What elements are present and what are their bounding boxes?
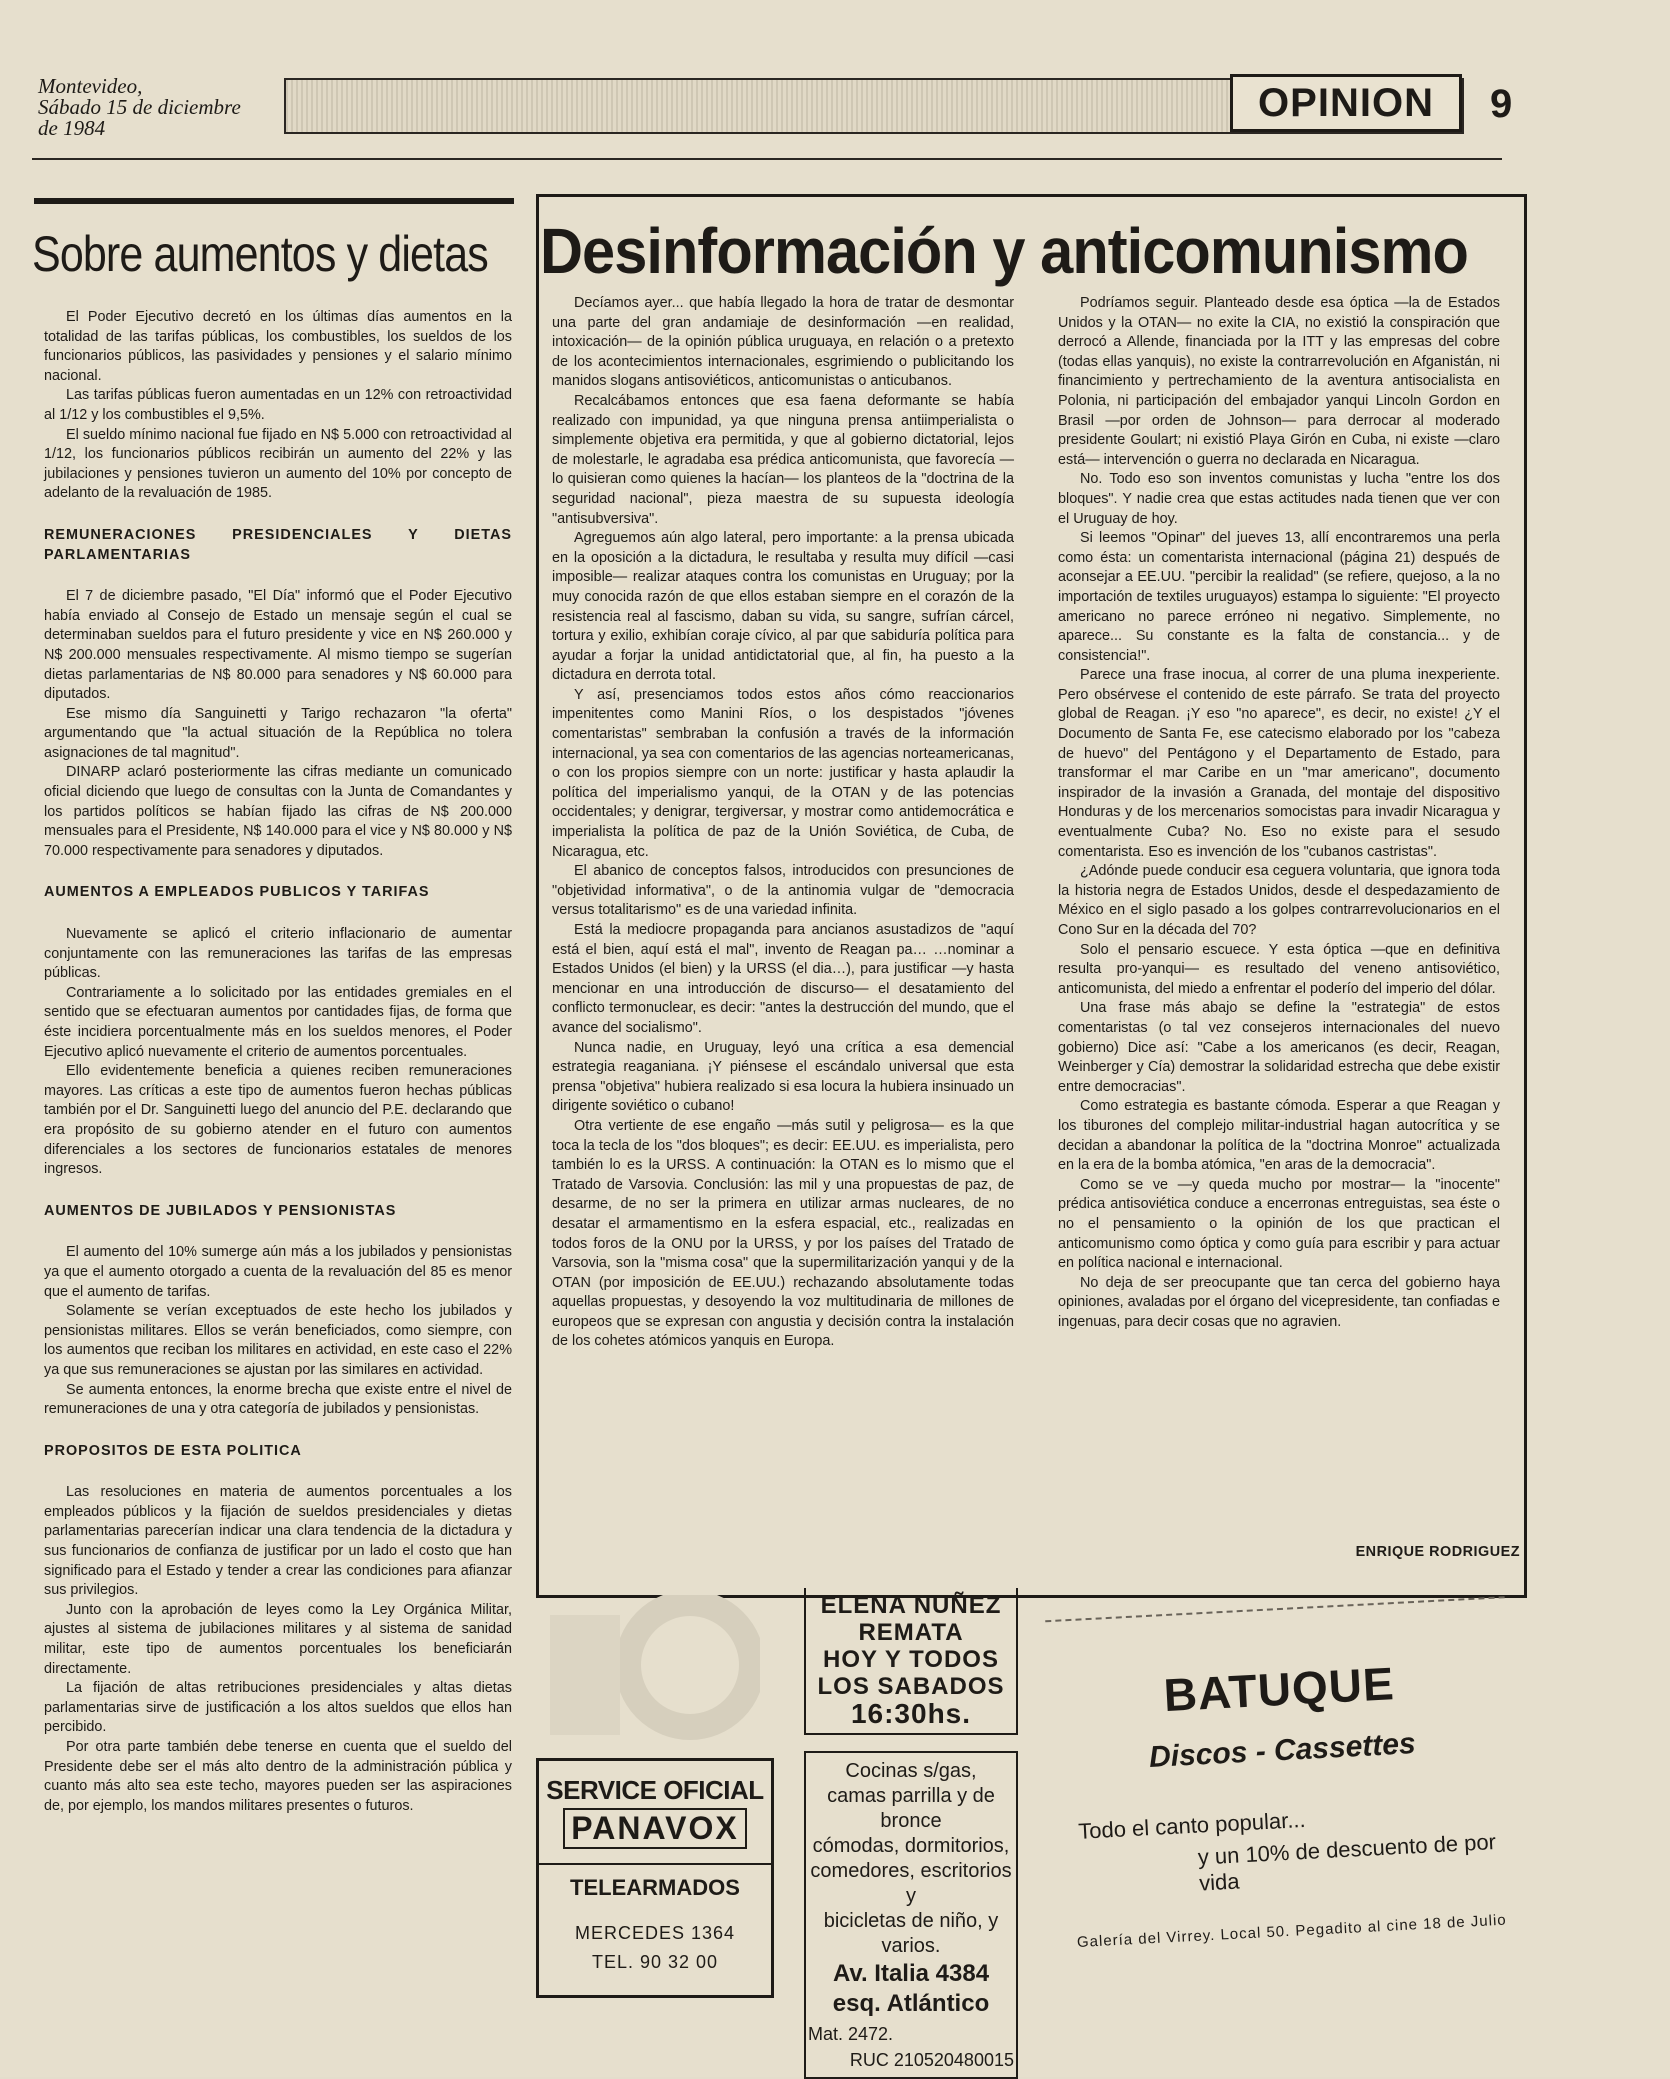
paragraph: Está la mediocre propaganda para ancianos asustadizos de "aquí está el bien, aquí está el mal", invento de Reagan pa… …nominar a Estados Unidos (el bien) y la URSS (el dia…), para justificar —y hasta mencionar en una introducción de discurso— el desatamiento del conflicto termonuclear, es decir: "antes la destrucción del mundo, que el avance del socialismo".: [552, 922, 1014, 1036]
ad-brand-logo: PANAVOX: [563, 1808, 747, 1849]
left-article-body: [44, 308, 512, 1816]
section-label: OPINION: [1230, 74, 1462, 132]
paragraph: Recalcábamos entonces que esa faena deformante se había realizado con impunidad, ya que ninguna prensa antiimperialista o simplemente objetiva era permitida, y que al gobierno dictatorial, lejos de molestarle, le agradaba esa prédica anticomunista, que favorecía —lo quisieran como quienes la hacían— los planteos de la "doctrina de la seguridad nacional", pieza maestra de su supuesta ideología "antisubversiva".: [552, 392, 1014, 527]
paragraph: Las tarifas públicas fueron aumentadas en un 12% con retroactividad al 1/12 y los combustibles el 9,5%.: [44, 387, 512, 423]
ad-batuque-subtitle: Discos - Cassettes: [1148, 1727, 1417, 1775]
paragraph: El sueldo mínimo nacional fue fijado en N$ 5.000 con retroactividad al 1/12, los funcionarios públicos recibirán un aumento del 22% y las jubilaciones y pensiones tuvieron un aumento del 10% por concepto de adelanto de la revaluación de 1985.: [44, 426, 512, 502]
paragraph: Nuevamente se aplicó el criterio inflacionario de aumentar conjuntamente con las remuneraciones las tarifas de las empresas públicas.: [44, 926, 512, 982]
ad-phone: TEL. 90 32 00: [591, 1952, 719, 1972]
paragraph: El Poder Ejecutivo decretó en los últimas días aumentos en la totalidad de las tarifas públicas, los combustibles, los sueldos de los funcionarios públicos, las pasividades y pensiones y el salario mínimo nacional.: [44, 309, 512, 384]
subheading: PROPOSITOS DE ESTA POLITICA: [44, 1442, 302, 1459]
paragraph: Como estrategia es bastante cómoda. Esperar a que Reagan y los tiburones del complejo militar-industrial hagan autocrítica y se decidan a abandonar la política de la "doctrina Monroe" actualizada en la era de la bomba atómica, "en aras de la democracia".: [1058, 1098, 1500, 1174]
left-article-title: Sobre aumentos y dietas: [32, 226, 488, 282]
paragraph: Si leemos "Opinar" del jueves 13, allí encontraremos una perla como ésta: un comentarista internacional (página 21) después de aconsejar a EE.UU. "percibir la realidad" (se refiere, quejoso, a la no importación de textiles uruguayos) estampa lo siguiente: "El proyecto americano no parece erróneo ni negativo. Simplemente, no aparece... Su constante es la falta de constancia... y de consistencia!".: [1058, 530, 1500, 664]
ad-line: ELENA NUÑEZ: [820, 1592, 1002, 1619]
ad-item: camas parrilla y de bronce: [827, 1785, 995, 1832]
ad-batuque-footer: Galería del Virrey. Local 50. Pegadito al cine 18 de Julio: [1076, 1911, 1508, 1952]
ad-ruc: RUC 210520480015: [849, 2050, 1014, 2070]
dateline-day: Sábado 15 de diciembre: [38, 95, 241, 119]
ad-service-label: SERVICE OFICIAL: [546, 1775, 764, 1805]
main-article-column-1: [552, 294, 1014, 1352]
paragraph: El aumento del 10% sumerge aún más a los jubilados y pensionistas ya que el aumento otorgado a cuenta de la revaluación del 85 es menor que el aumento de tarifas.: [44, 1244, 512, 1300]
paragraph: Solo el pensario escuece. Y esta óptica —que en definitiva resulta pro-yanqui— es resultado del veneno antisoviético, anticomunista, del miedo a enfrentar el poderío del imperio del dólar.: [1058, 941, 1500, 997]
paragraph: Decíamos ayer... que había llegado la hora de tratar de desmontar una parte del gran andamiaje de desinformación —en realidad, intoxicación— de la opinión pública uruguaya, en relación o a pretexto de los acontecimientos internacionales, esgrimiendo o publicitando los manidos slogans antisoviéticos, anticomunistas o anticubanos.: [552, 295, 1014, 390]
paragraph: Como se ve —y queda mucho por mostrar— la "inocente" prédica antisoviética conduce a encerronas entreguistas, sea éste o no el pensamiento o la opinión de los que practican el anticomunismo como óptica y como guía para escribir y para actuar en política nacional e internacional.: [1058, 1176, 1500, 1272]
left-article-rule: [34, 198, 514, 204]
ad-line: REMATA: [858, 1619, 964, 1646]
page-number: 9: [1490, 82, 1513, 126]
paragraph: Ese mismo día Sanguinetti y Tarigo rechazaron "la oferta" argumentando que "la actual situación de la República no tolera asignaciones de tal magnitud".: [44, 705, 512, 761]
paragraph: Junto con la aprobación de leyes como la Ley Orgánica Militar, ajustes al sistema de jubilaciones militares y al sistema de sanidad militar, este tipo de aumentos porcentuales los beneficiarán directamente.: [44, 1601, 512, 1677]
paragraph: Podríamos seguir. Planteado desde esa óptica —la de Estados Unidos y la OTAN— no exite la CIA, no existió la conspiración que derrocó a Allende, financiada por la ITT y las empresas del cobre (todas ellas yanquis), no existe la contrarrevolución en Afganistán, ni financimiento y pertrechamiento de la aventura antisocialista en Polonia, ni participación del embajador yanqui Lincoln Gordon en Brasil —por orden de Johnson— para derrocar al moderado presidente Goulart; ni existió Playa Girón en Cuba, ni existe —claro está— intervención o guerra no declarada en Nicaragua.: [1058, 295, 1500, 468]
ad-remate-details: [804, 1751, 1018, 2079]
main-article-column-2: [1058, 294, 1500, 1332]
paragraph: Parece una frase inocua, al correr de una pluma inexperiente. Pero obsérvese el contenido de este párrafo. Se trata del proyecto global de Reagan. ¡Y eso "no aparece", es decir, no existe! ¿Y el Documento de Santa Fe, ese catecismo elaborado por los "cabeza de huevo" del Pentágono y el Departamento de Estado, para transformar el mar Caribe en un "mar americano", documento inspirador de la invasión a Granada, del montaje del dispositivo Honduras y de los mercenarios somocistas para invadir Nicaragua y eventualmente Cuba? No. Eso no existe para el sesudo comentarista. Eso es invención de los "cubanos castristas".: [1058, 667, 1500, 860]
paragraph: DINARP aclaró posteriormente las cifras mediante un comunicado oficial diciendo que luego de consultas con la Junta de Comandantes y los partidos políticos se habían fijado las cifras de N$ 200.000 mensuales para el Presidente, N$ 140.000 para el vice y N$ 80.000 y N$ 70.000 respectivamente para senadores y diputados.: [44, 764, 512, 859]
paragraph: ¿Adónde puede conducir esa ceguera voluntaria, que ignora toda la historia negra de Estados Unidos, desde el despedazamiento de México en el siglo pasado a los golpes contrarrevolucionarios en el Cono Sur en la década del 70?: [1058, 863, 1500, 938]
subheading: REMUNERACIONES PRESIDENCIALES Y DIETAS PARLAMENTARIAS: [44, 526, 512, 563]
paragraph: Agreguemos aún algo lateral, pero importante: a la prensa ubicada en la oposición a la dictadura, le resultaba y resulta muy difícil —casi imposible— realizar ataques contra los comunistas en Uruguay; por la muy conocida razón de que ellos estaban siempre en el corazón de la resistencia real al fascismo, daban su vida, su sangre, sufrían cárcel, tortura y exilio, exhibían coraje cívico, al par que sabiduría política para ayudar a forjar la unidad antidictatorial que, al fin, ha puesto a la dictadura en derrota total.: [552, 530, 1014, 684]
ad-street: Av. Italia 4384: [832, 1960, 990, 1987]
ad-batuque-line-2: y un 10% de descuento de por vida: [1197, 1829, 1497, 1896]
ad-batuque-line-1: Todo el canto popular...: [1077, 1806, 1307, 1844]
ad-batuque: [1045, 1596, 1523, 1968]
ad-item: comedores, escritorios y: [810, 1860, 1012, 1907]
ad-line: LOS SABADOS: [817, 1673, 1005, 1700]
ad-item: cómodas, dormitorios,: [812, 1835, 1010, 1857]
paragraph: La fijación de altas retribuciones presidenciales y altas dietas parlamentarias sirve de justificación a los altos sueldos que ellos han percibido.: [44, 1680, 512, 1736]
ad-batuque-title: BATUQUE: [1162, 1657, 1396, 1722]
ad-line: HOY Y TODOS: [823, 1646, 999, 1673]
subheading: AUMENTOS DE JUBILADOS Y PENSIONISTAS: [44, 1202, 397, 1219]
paragraph: Contrariamente a lo solicitado por las entidades gremiales en el sentido que se efectuaran aumentos por cantidades fijas, de forma que éste incidiera porcentualmente más en los sueldos menores, el Poder Ejecutivo aplicó nuevamente el criterio de aumentos porcentuales.: [44, 984, 512, 1060]
ad-panavox: [536, 1758, 774, 1998]
ad-product-line: TELEARMADOS: [539, 1863, 771, 1901]
dateline-year: de 1984: [38, 116, 106, 140]
paragraph: Otra vertiente de ese engaño —más sutil y peligrosa— es la que toca la tecla de los "dos bloques"; es decir: EE.UU. es imperialista, pero también lo es la URSS. A continuación: la OTAN es lo mismo que el Tratado de Varsovia. Conclusión: las mil y una propuestas de paz, de desarme, de no ser la primera en utilizar armas nucleares, de no desatar el armamentismo en la esfera espacial, etc., realizadas en todos foros de la ONU por la URSS, y por los países del Tratado de Varsovia, son la "misma cosa" que la supermilitarización yanqui y de la OTAN (por imposición de EE.UU.) rechazando absolutamente todas aquellas propuestas, y desoyendo la voz multitudinaria de millones de europeos que se expresan con angustia y decisión contra la instalación de los cohetes atómicos yanquis en Europa.: [552, 1117, 1014, 1350]
paragraph: Por otra parte también debe tenerse en cuenta que el sueldo del Presidente debe ser el más alto dentro de la administración pública y cuanto más alto sea este techo, mayores pueden ser las aspiraciones de, por ejemplo, los mandos militares presentes o futuros.: [44, 1739, 512, 1814]
paragraph: El 7 de diciembre pasado, "El Día" informó que el Poder Ejecutivo había enviado al Consejo de Estado un mensaje según el cual se determinaban sueldos para el futuro presidente y vice en N$ 260.000 y N$ 200.000 mensuales respectivamente. Al mismo tiempo se sugerían dietas parlamentarias de N$ 80.000 para senadores y N$ 60.000 para diputados.: [44, 588, 512, 703]
ad-item: Cocinas s/gas,: [845, 1760, 977, 1782]
paragraph: Nunca nadie, en Uruguay, leyó una crítica a esa demencial estrategia reaganiana. ¡Y piénsese el escándalo universal que esta prensa "objetiva" hubiera realizado si esa locura la hubiera insinuado un dirigente soviético o cubano!: [552, 1039, 1014, 1115]
dateline-city: Montevideo,: [38, 74, 143, 98]
ad-corner: esq. Atlántico: [832, 1990, 990, 2017]
show-through-logo: [540, 1595, 760, 1755]
ad-remate: [804, 1588, 1018, 2079]
paragraph: Ello evidentemente beneficia a quienes reciben remuneraciones mayores. Las críticas a este tipo de aumentos fueron hechas públicas también por el Dr. Sanguinetti luego del anuncio del P.E. declarando que era propósito de su gobierno atender en el futuro con aumentos diferenciales a los sectores de funcionarios estatales de menores ingresos.: [44, 1063, 512, 1178]
paragraph: Y así, presenciamos todos estos años cómo reaccionarios impenitentes como Manini Ríos, o los despistados "jóvenes comentaristas" sembraban la confusión a través de la información internacional, ya sea con comentarios de las agencias norteamericanas, o con los propios siempre con un norte: justificar y hasta aplaudir la política del imperialismo yanqui, de la OTAN y de las potencias occidentales; y denigrar, tergiversar, y mostrar como antidemocrática e imperialista la política de paz de la Unión Soviética, de Cuba, de Nicaragua, etc.: [552, 686, 1014, 860]
main-article-title: Desinformación y anticomunismo: [540, 215, 1468, 287]
paragraph: El abanico de conceptos falsos, introducidos con presunciones de "objetividad informativa", o de la antinomia vulgar de "democracia versus totalitarismo" es de una variedad infinita.: [552, 863, 1014, 919]
paragraph: Se aumenta entonces, la enorme brecha que existe entre el nivel de remuneraciones de una y otra categoría de jubilados y pensionistas.: [44, 1381, 512, 1418]
ad-line: 16:30hs.: [850, 1698, 972, 1729]
dateline: [38, 76, 241, 139]
paragraph: No deja de ser preocupante que tan cerca del gobierno haya opiniones, avaladas por el órgano del vicepresidente, tan confiadas e ingenuas, para decir cosas que no agravien.: [1058, 1274, 1500, 1330]
subheading: AUMENTOS A EMPLEADOS PUBLICOS Y TARIFAS: [44, 884, 430, 901]
paragraph: Las resoluciones en materia de aumentos porcentuales a los empleados públicos y la fijación de sueldos presidenciales y dietas parlamentarias parecerían indicar una clara tendencia de la dictadura y sus funcionarios de confianza de justificar por un lado el costo que han significado para el Estado y tender a crear las condiciones para afianzar sus privilegios.: [44, 1484, 512, 1599]
article-author: ENRIQUE RODRIGUEZ: [1355, 1544, 1520, 1560]
ad-address: MERCEDES 1364: [574, 1923, 736, 1943]
paragraph: Solamente se verían exceptuados de este hecho los jubilados y pensionistas militares. Ellos se verán beneficiados, como siempre, con los aumentos que reciban los militares en actividad, en este caso el 22% ya que sus remuneraciones se ajustan por las similares en actividad.: [44, 1303, 512, 1378]
paragraph: No. Todo eso son inventos comunistas y lucha "entre los dos bloques". Y nadie crea que estas actitudes nada tienen que ver con el Uruguay de hoy.: [1058, 471, 1500, 527]
ad-remate-header: [804, 1588, 1018, 1735]
header-rule: [32, 158, 1502, 160]
ad-mat: Mat. 2472.: [808, 2024, 894, 2044]
paragraph: Una frase más abajo se define la "estrategia" de estos comentaristas (o tal vez consejeros internacionales del nuevo gobierno) Dice así: "Cabe a los americanos (es decir, Reagan, Weinberger y Cía) demostrar la solidaridad estrecha que debe existir entre democracias".: [1058, 1000, 1500, 1095]
ad-item: bicicletas de niño, y varios.: [823, 1910, 999, 1957]
